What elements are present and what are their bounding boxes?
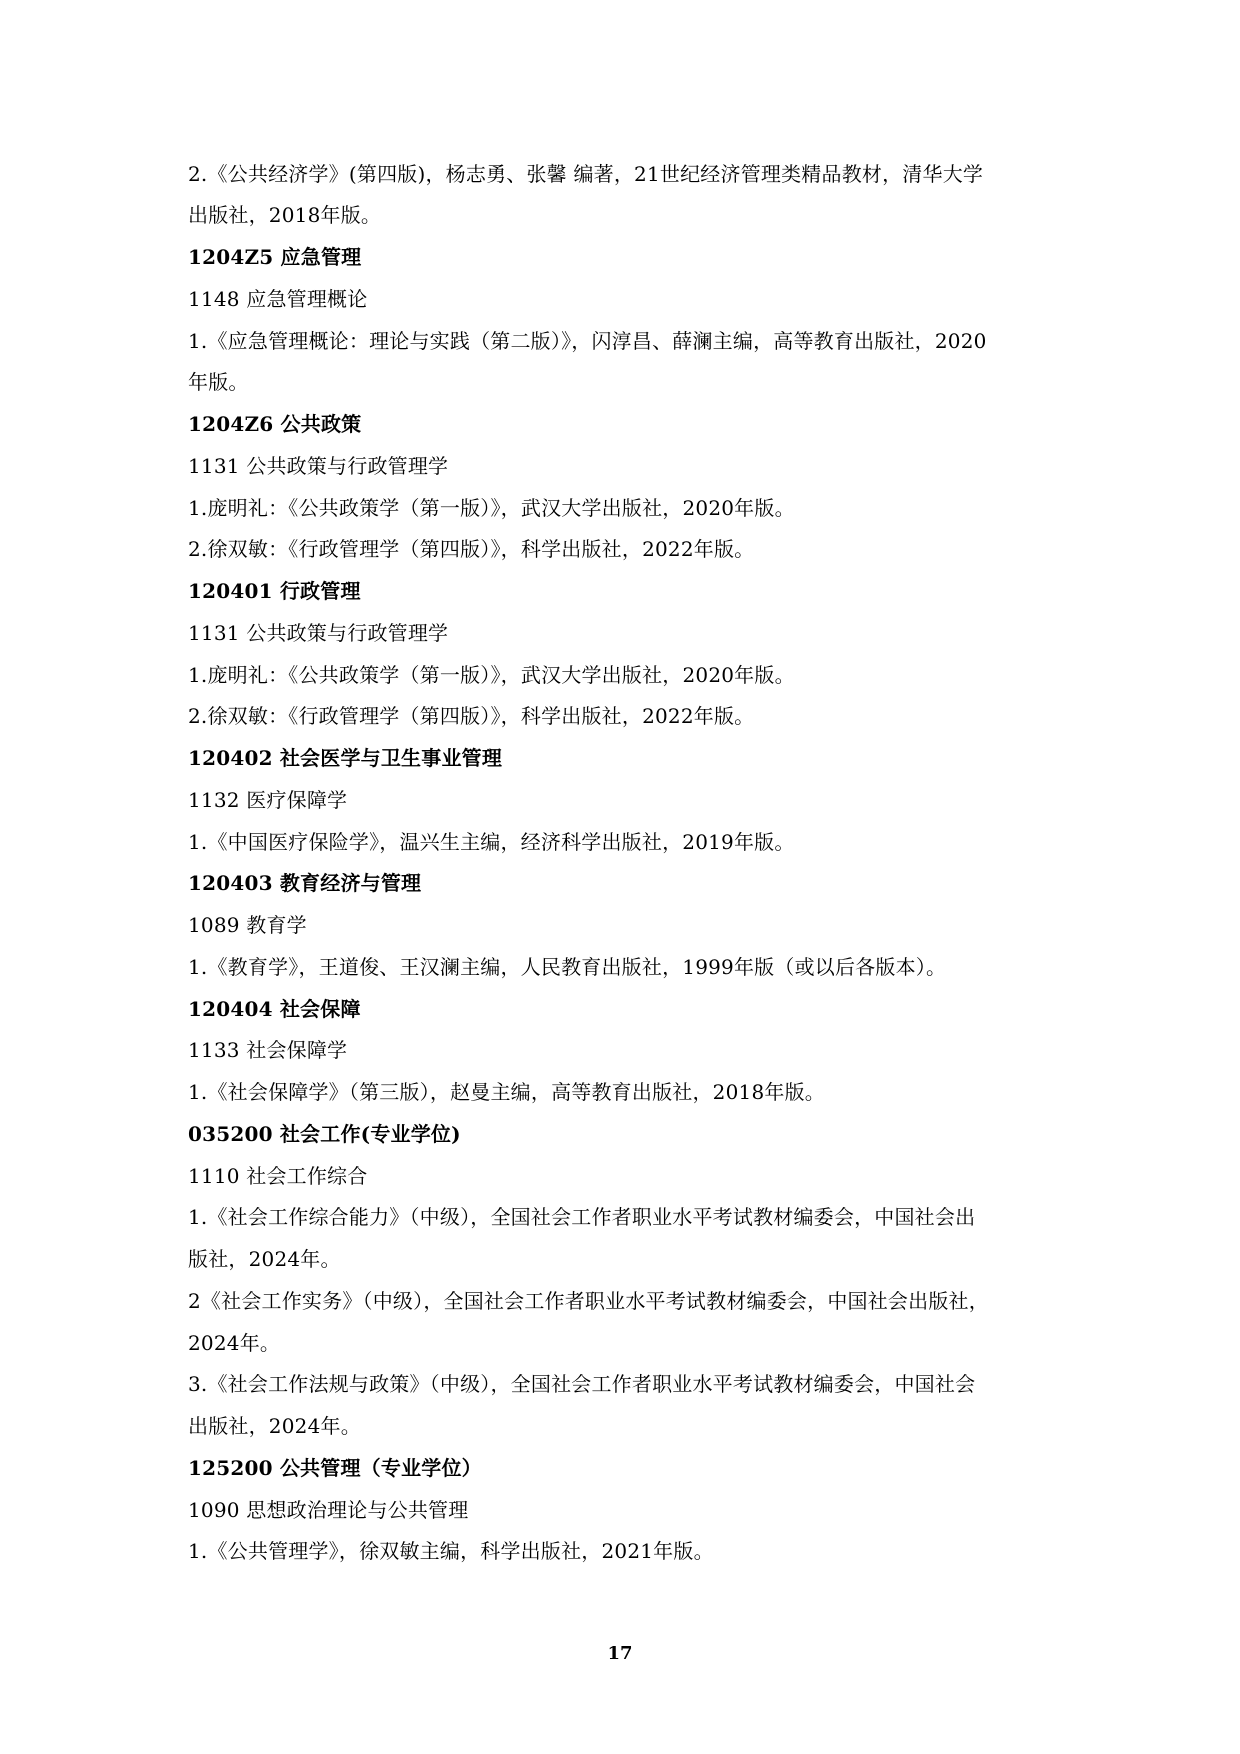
text-line: 年版。: [188, 370, 249, 394]
text-line: 1.《社会工作综合能力》（中级），全国社会工作者职业水平考试教材编委会，中国社会出: [188, 1205, 976, 1229]
section-heading: 125200 公共管理（专业学位）: [188, 1456, 482, 1480]
text-line: 1.庞明礼：《公共政策学（第一版）》，武汉大学出版社，2020年版。: [188, 663, 795, 687]
text-line: 1132 医疗保障学: [188, 788, 348, 812]
text-line: 1131 公共政策与行政管理学: [188, 621, 449, 645]
text-line: 1148 应急管理概论: [188, 287, 368, 311]
section-heading: 120402 社会医学与卫生事业管理: [188, 746, 503, 770]
text-line: 版社，2024年。: [188, 1247, 341, 1271]
text-line: 2024年。: [188, 1331, 281, 1355]
text-line: 1131 公共政策与行政管理学: [188, 454, 449, 478]
text-line: 1.《中国医疗保险学》，温兴生主编，经济科学出版社，2019年版。: [188, 830, 795, 854]
section-heading: 120403 教育经济与管理: [188, 871, 422, 895]
section-heading: 1204Z6 公共政策: [188, 412, 362, 436]
text-line: 2《社会工作实务》（中级），全国社会工作者职业水平考试教材编委会，中国社会出版社，: [188, 1289, 989, 1313]
text-line: 1090 思想政治理论与公共管理: [188, 1498, 469, 1522]
text-line: 2.徐双敏：《行政管理学（第四版）》，科学出版社，2022年版。: [188, 537, 755, 561]
text-line: 1.《公共管理学》，徐双敏主编，科学出版社，2021年版。: [188, 1539, 714, 1563]
section-heading: 035200 社会工作(专业学位): [188, 1122, 461, 1146]
text-line: 2.徐双敏：《行政管理学（第四版）》，科学出版社，2022年版。: [188, 704, 755, 728]
text-line: 1.《应急管理概论：理论与实践（第二版）》，闪淳昌、薛澜主编，高等教育出版社，2020: [188, 329, 987, 353]
text-line: 1.庞明礼：《公共政策学（第一版）》，武汉大学出版社，2020年版。: [188, 496, 795, 520]
section-heading: 1204Z5 应急管理: [188, 245, 362, 269]
text-line: 1089 教育学: [188, 913, 307, 937]
page-number: 17: [607, 1643, 633, 1664]
section-heading: 120404 社会保障: [188, 997, 361, 1021]
text-line: 出版社，2018年版。: [188, 203, 382, 227]
section-heading: 120401 行政管理: [188, 579, 361, 603]
text-line: 出版社，2024年。: [188, 1414, 361, 1438]
text-line: 1.《教育学》，王道俊、王汉澜主编，人民教育出版社，1999年版（或以后各版本）。: [188, 955, 947, 979]
text-line: 1110 社会工作综合: [188, 1164, 368, 1188]
text-line: 2.《公共经济学》(第四版)，杨志勇、张馨 编著，21世纪经济管理类精品教材，清华大学: [188, 162, 984, 186]
text-line: 3.《社会工作法规与政策》（中级），全国社会工作者职业水平考试教材编委会，中国社会: [188, 1372, 976, 1396]
text-line: 1.《社会保障学》（第三版），赵曼主编，高等教育出版社，2018年版。: [188, 1080, 825, 1104]
text-line: 1133 社会保障学: [188, 1038, 348, 1062]
